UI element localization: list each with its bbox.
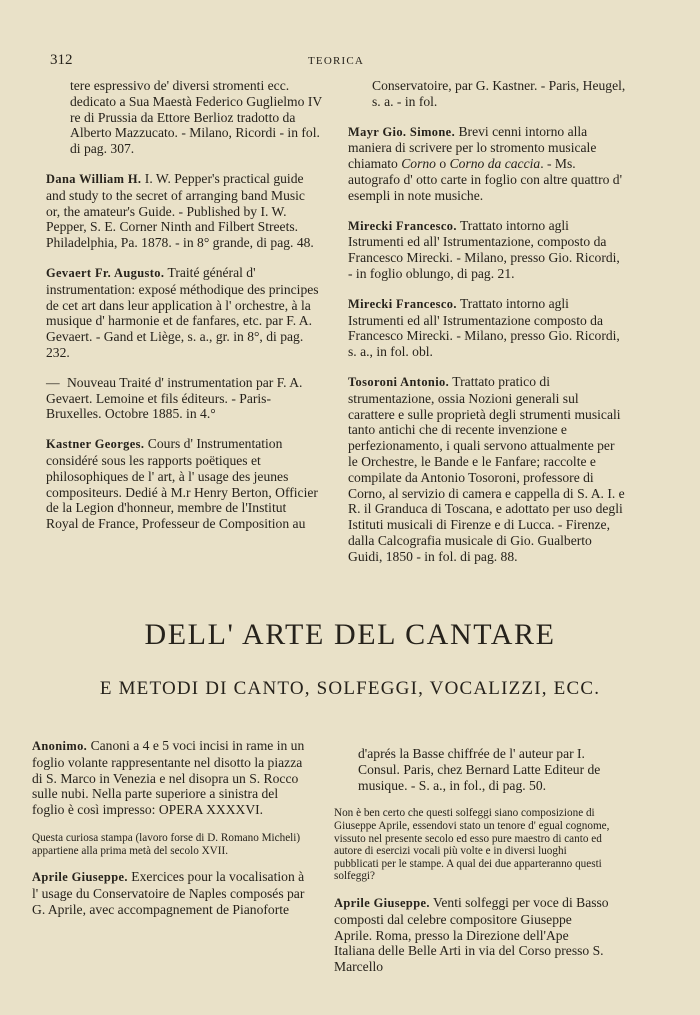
bibliography-entry xyxy=(32,738,312,818)
section-title: DELL' ARTE DEL CANTARE xyxy=(144,618,556,651)
entry-text: Trattato intorno agli Istrumenti ed all' Istrumentazione, composto da Francesco Mirecki. - Milano, presso Gio. Ricordi, - in foglio oblungo, di pag. 21. xyxy=(348,217,620,281)
section-subtitle: E METODI DI CANTO, SOLFEGGI, VOCALIZZI, ECC. xyxy=(99,678,601,699)
continuation-text: tere espressivo de' diversi stromenti ecc. dedicato a Sua Maestà Federico Guglielmo IV re di Prussia da Ettore Berlioz tradotto da Alberto Mazzucato. - Milano, Ricordi - in fol. di pag. 307. xyxy=(70,78,322,157)
bibliography-entry xyxy=(46,436,322,532)
entry-text: Brevi cenni intorno alla maniera di scrivere per lo stromento musicale chiamato xyxy=(348,123,597,172)
bibliography-entry xyxy=(348,124,626,204)
entry-author: Mirecki Francesco. xyxy=(348,296,457,311)
footnote: Questa curiosa stampa (lavoro forse di D. Romano Micheli) appartiene alla prima metà del secolo XVII. xyxy=(32,831,301,857)
entry-text: Traité général d' instrumentation: exposé méthodique des principes de cet art dans leur application à l' orchestre, à la musique d' harmonie et de fanfares, etc. par F. A. Gevaert. - Gand et Liège, s. a., gr. in 8°, di pag. 232. xyxy=(46,264,319,360)
bibliography-entry xyxy=(348,374,626,565)
bibliography-entry xyxy=(46,265,322,361)
page-number: 312 xyxy=(50,52,73,68)
entry-italic: Corno da caccia xyxy=(449,156,541,172)
entry-text: Trattato pratico di strumentazione, ossia Nozioni generali sul carattere e sulle proprietà degli strumenti musicali tanto antichi che di recente invenzione e perfezionamento, i quali servono attualmente per le Orchestre, le Bande e le Fanfare; raccolte e compilate da Antonio Tosoroni, professore di Corno, al servizio di camera e cappella di S. A. I. e R. il Granduca di Toscana, e adottato per uso degli Istituti musicali di Firenze e di Lucca. - Firenze, dalla Calcografia musicale di Gio. Gualberto Guidi, 1850 - in fol. di pag. 88. xyxy=(348,373,625,564)
right-column xyxy=(348,78,626,579)
entry-text: Venti solfeggi per voce di Basso composti dal celebre compositore Giuseppe Aprile. Roma, presso la Direzione dell'Ape Italiana delle Belle Arti in via del Corso presso S. Marcello xyxy=(334,894,609,975)
ditto-dash: — xyxy=(46,374,60,390)
running-head: TEORICA xyxy=(308,55,365,67)
bibliography-entry xyxy=(334,895,610,975)
entry-text: Trattato intorno agli Istrumenti ed all' Istrumentazione composto da Francesco Mirecki. - Milano, presso Gio. Ricordi, s. a., in fol. obl. xyxy=(348,295,620,360)
entry-text: . - Ms. autografo d' otto carte in foglio con altre quattro d' esempli in note musiche. xyxy=(348,156,623,203)
entry-author: Tosoroni Antonio. xyxy=(348,374,450,389)
entry-text: Canoni a 4 e 5 voci incisi in rame in un foglio volante rappresentante nel disotto la piazza di S. Marco in Venezia e nel disopra un S. Rocco sulle nubi. Nella parte superiore a sinistra del foglio è così impresso: OPERA XXXXVI. xyxy=(32,738,305,818)
entry-author: Dana William H. xyxy=(46,171,142,186)
entry-author: Aprile Giuseppe. xyxy=(32,870,128,885)
entry-text: Nouveau Traité d' instrumentation par F. A. Gevaert. Lemoine et fils éditeurs. - Paris-Bruxelles. Octobre 1885. in 4.° xyxy=(46,374,303,422)
bibliography-entry xyxy=(348,296,626,360)
entry-author: Aprile Giuseppe. xyxy=(334,895,430,910)
bibliography-entry xyxy=(46,375,322,422)
bibliography-entry xyxy=(348,218,626,282)
bottom-left-column xyxy=(32,738,312,932)
bibliography-entry xyxy=(46,171,322,251)
page-header xyxy=(50,52,600,72)
continuation-text: d'aprés la Basse chiffrée de l' auteur par I. Consul. Paris, chez Bernard Latte Editeur de musique. - S. a., in fol., di pag. 50. xyxy=(358,746,601,793)
left-column xyxy=(46,78,322,546)
entry-author: Mirecki Francesco. xyxy=(348,218,457,233)
continuation-text: Conservatoire, par G. Kastner. - Paris, Heugel, s. a. - in fol. xyxy=(372,78,626,109)
entry-italic: Corno xyxy=(401,156,436,172)
footnote: Non è ben certo che questi solfeggi siano composizione di Giuseppe Aprile, essendovi stato un tenore d' egual cognome, vissuto nel presente secolo ed esso pure maestro di canto ed autore di esercizi vocali più volte e in diversi luoghi pubblicati per le stampe. A qual dei due apparteranno questi solfeggi? xyxy=(334,807,610,883)
bibliography-entry xyxy=(32,869,312,917)
entry-text: Exercices pour la vocalisation à l' usage du Conservatoire de Naples composés par G. Aprile, avec accompagnement de Pianoforte xyxy=(32,869,305,917)
entry-text: I. W. Pepper's practical guide and study to the secret of arranging band Music or, the amateur's Guide. - Published by I. W. Pepper, S. E. Corner Ninth and Filbert Streets. Philadelphia, Pa. 1878. - in 8° grande, di pag. 48. xyxy=(46,170,314,251)
entry-author: Kastner Georges. xyxy=(46,437,145,452)
entry-author: Anonimo. xyxy=(32,739,88,753)
entry-author: Mayr Gio. Simone. xyxy=(348,124,456,139)
bottom-right-column xyxy=(334,746,610,989)
entry-text: Cours d' Instrumentation considéré sous les rapports poëtiques et philosophiques de l' art, à l' usage des jeunes compositeurs. Dedié à M.r Henry Berton, Officier de la Legion d'honneur, membre de l'Institut Royal de France, Professeur de Composition au xyxy=(46,436,318,532)
entry-author: Gevaert Fr. Augusto. xyxy=(46,265,165,280)
entry-text: o xyxy=(435,156,450,172)
